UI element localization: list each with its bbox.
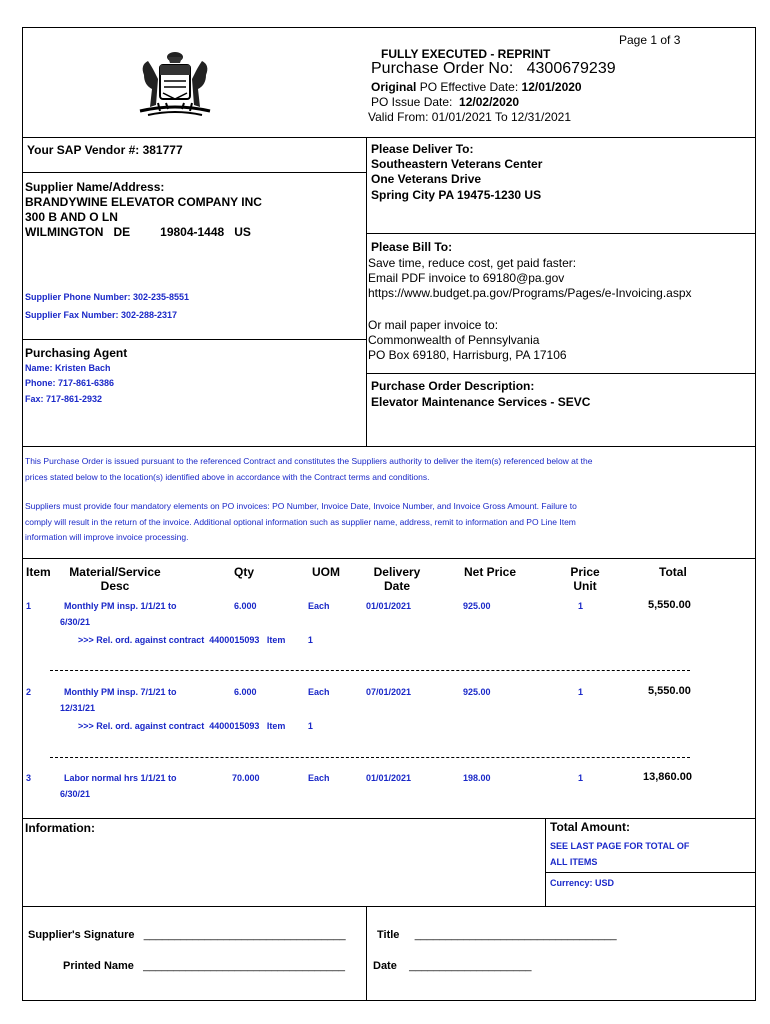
row-separator [50,757,690,758]
supplier-name: BRANDYWINE ELEVATOR COMPANY INC [25,195,262,209]
po-status: FULLY EXECUTED - REPRINT [381,47,551,61]
supplier-signature-row: Supplier's Signature _________________________________ [28,929,346,941]
col-qty: Qty [234,565,255,579]
table-top-divider [22,558,756,559]
vendor-divider [22,172,367,173]
agent-phone: Phone: 717-861-6386 [25,378,115,388]
signature-divider [22,906,756,907]
deliver-line-2: One Veterans Drive [371,172,482,186]
column-divider [366,137,367,447]
currency: Currency: USD [550,878,615,888]
info-divider [22,818,756,819]
po-number-label: Purchase Order No: [371,60,514,77]
frame-bottom [22,1000,756,1001]
printed-name-field[interactable]: _________________________________ [143,960,345,972]
printed-name-row: Printed Name _________________________________ [63,960,345,972]
deliver-to-heading: Please Deliver To: [371,142,474,156]
total-amount-label: Total Amount: [550,820,630,834]
supplier-city: WILMINGTON DE 19804-1448 US [25,225,251,239]
title-row: Title _________________________________ [377,929,617,941]
row-separator [50,670,690,671]
notice-paragraph-2: Suppliers must provide four mandatory elements on PO invoices: PO Number, Invoice Date, Invoice Number, and Invoice Gross Amount. Failure to comply will result in the return of the invoice. Additional optional information such as supplier name, address, remit to information and PO Line Item information will improve invoice processing. [25,501,577,542]
frame-right [755,27,756,1001]
col-net-price: Net Price [464,565,517,579]
po-effective-date: Original PO Effective Date: 12/01/2020 [371,80,582,94]
supplier-signature-field[interactable]: _________________________________ [143,929,346,941]
po-number: 4300679239 [526,60,616,77]
notice-divider [22,446,756,447]
agent-divider [22,339,367,340]
col-uom: UOM [312,565,340,579]
einvoicing-link[interactable]: https://www.budget.pa.gov/Programs/Pages/e-Invoicing.aspx [368,286,692,300]
date-row: Date ____________________ [373,960,532,972]
bill-line-4: Or mail paper invoice to: [368,318,499,332]
bill-to-heading: Please Bill To: [371,240,453,254]
bill-line-5: Commonwealth of Pennsylvania [368,333,540,347]
po-issue-date: PO Issue Date: 12/02/2020 [371,95,520,109]
po-number-row [371,60,616,78]
valid-period: Valid From: 01/01/2021 To 12/31/2021 [368,110,572,124]
currency-divider [545,872,756,873]
agent-name: Name: Kristen Bach [25,363,111,373]
col-total: Total [659,565,687,579]
supplier-fax: Supplier Fax Number: 302-288-2317 [25,310,178,320]
deliver-line-1: Southeastern Veterans Center [371,157,543,171]
pennsylvania-coat-of-arms-icon [130,45,220,125]
notice-paragraph-1: This Purchase Order is issued pursuant to the referenced Contract and constitutes the Suppliers authority to deliver the item(s) referenced below at the prices stated below to the location(s) identified above in accordance with the Contract terms and conditions. [25,456,593,482]
date-field[interactable]: ____________________ [409,960,532,972]
bill-line-2: Email PDF invoice to 69180@pa.gov [368,271,565,285]
bill-divider [366,233,756,234]
po-description: Elevator Maintenance Services - SEVC [371,395,591,409]
purchasing-agent-heading: Purchasing Agent [25,346,128,360]
frame-top [22,27,756,28]
information-label: Information: [25,821,95,835]
header-divider [22,137,756,138]
signature-column-divider [366,906,367,1001]
po-description-heading: Purchase Order Description: [371,379,535,393]
total-divider [545,818,546,906]
col-price-unit: Price Unit [570,565,600,593]
bill-line-6: PO Box 69180, Harrisburg, PA 17106 [368,348,567,362]
sap-vendor-number: Your SAP Vendor #: 381777 [27,143,183,157]
supplier-name-label: Supplier Name/Address: [25,180,165,194]
col-material: Material/Service Desc [69,565,161,593]
col-item: Item [26,565,51,579]
bill-line-1: Save time, reduce cost, get paid faster: [368,256,577,270]
supplier-address: 300 B AND O LN [25,210,118,224]
total-amount-note: SEE LAST PAGE FOR TOTAL OF ALL ITEMS [550,841,690,867]
agent-fax: Fax: 717-861-2932 [25,394,103,404]
page-number: Page 1 of 3 [619,33,681,47]
title-field[interactable]: _________________________________ [414,929,617,941]
supplier-phone: Supplier Phone Number: 302-235-8551 [25,292,190,302]
col-delivery: Delivery Date [373,565,421,593]
frame-left [22,27,23,1001]
description-divider [366,373,756,374]
deliver-line-3: Spring City PA 19475-1230 US [371,188,542,202]
